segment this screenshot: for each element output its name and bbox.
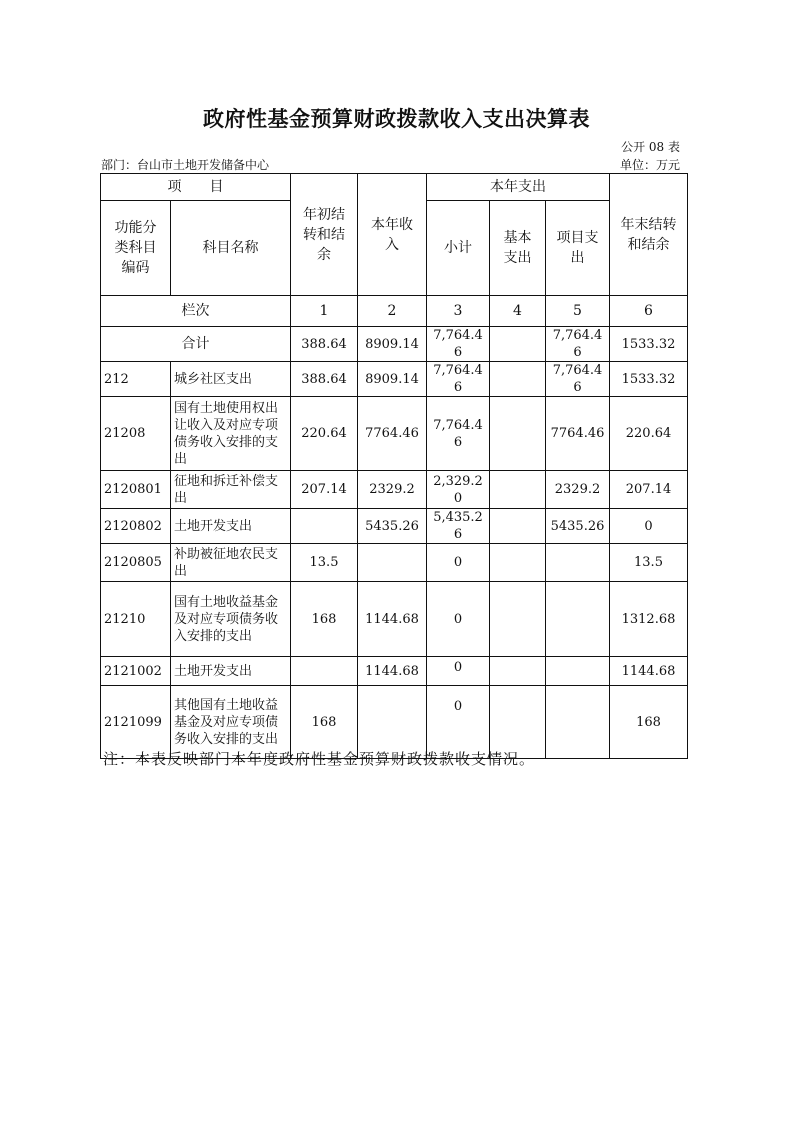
row-code: 21210 bbox=[101, 582, 171, 657]
col-num-6: 6 bbox=[610, 296, 688, 327]
row-project: 5435.26 bbox=[546, 509, 610, 544]
col-num-2: 2 bbox=[358, 296, 427, 327]
row-subtotal: 5,435.26 bbox=[427, 509, 490, 544]
total-project: 7,764.46 bbox=[546, 327, 610, 362]
row-income: 1144.68 bbox=[358, 582, 427, 657]
table-row bbox=[101, 509, 688, 544]
row-end: 1144.68 bbox=[610, 657, 688, 686]
row-begin: 13.5 bbox=[291, 544, 358, 582]
row-code: 212 bbox=[101, 362, 171, 397]
row-income: 5435.26 bbox=[358, 509, 427, 544]
total-income: 8909.14 bbox=[358, 327, 427, 362]
row-name: 国有土地使用权出让收入及对应专项债务收入安排的支出 bbox=[171, 397, 291, 471]
row-name: 补助被征地农民支出 bbox=[171, 544, 291, 582]
row-project: 7764.46 bbox=[546, 397, 610, 471]
col-num-4: 4 bbox=[490, 296, 546, 327]
row-code: 2121002 bbox=[101, 657, 171, 686]
row-project bbox=[546, 686, 610, 759]
col-num-3: 3 bbox=[427, 296, 490, 327]
row-project bbox=[546, 582, 610, 657]
unit-label: 单位：万元 bbox=[619, 158, 680, 172]
row-end: 0 bbox=[610, 509, 688, 544]
header-item: 项 目 bbox=[101, 174, 291, 201]
row-begin: 220.64 bbox=[291, 397, 358, 471]
row-name: 土地开发支出 bbox=[171, 509, 291, 544]
table-row bbox=[101, 582, 688, 657]
total-row bbox=[101, 327, 688, 362]
header-subtotal: 小计 bbox=[427, 201, 490, 296]
total-basic bbox=[490, 327, 546, 362]
row-begin: 168 bbox=[291, 582, 358, 657]
row-basic bbox=[490, 509, 546, 544]
row-basic bbox=[490, 397, 546, 471]
row-begin: 388.64 bbox=[291, 362, 358, 397]
header-project: 项目支出 bbox=[546, 201, 610, 296]
row-end: 1312.68 bbox=[610, 582, 688, 657]
col-num-1: 1 bbox=[291, 296, 358, 327]
row-begin: 168 bbox=[291, 686, 358, 759]
table-row bbox=[101, 397, 688, 471]
row-basic bbox=[490, 657, 546, 686]
header-name: 科目名称 bbox=[171, 201, 291, 296]
row-project bbox=[546, 657, 610, 686]
row-subtotal: 0 bbox=[427, 686, 490, 759]
total-end: 1533.32 bbox=[610, 327, 688, 362]
row-income: 1144.68 bbox=[358, 657, 427, 686]
row-subtotal: 7,764.46 bbox=[427, 397, 490, 471]
row-name: 征地和拆迁补偿支出 bbox=[171, 471, 291, 509]
total-subtotal: 7,764.46 bbox=[427, 327, 490, 362]
row-begin bbox=[291, 509, 358, 544]
row-project bbox=[546, 544, 610, 582]
row-code: 21208 bbox=[101, 397, 171, 471]
row-end: 168 bbox=[610, 686, 688, 759]
row-subtotal: 0 bbox=[427, 544, 490, 582]
row-basic bbox=[490, 582, 546, 657]
row-code: 2120805 bbox=[101, 544, 171, 582]
header-income: 本年收入 bbox=[358, 174, 427, 296]
row-project: 7,764.46 bbox=[546, 362, 610, 397]
row-begin: 207.14 bbox=[291, 471, 358, 509]
row-end: 207.14 bbox=[610, 471, 688, 509]
table-row bbox=[101, 544, 688, 582]
row-income: 8909.14 bbox=[358, 362, 427, 397]
header-expense: 本年支出 bbox=[427, 174, 610, 201]
table-row bbox=[101, 657, 688, 686]
row-name: 其他国有土地收益基金及对应专项债务收入安排的支出 bbox=[171, 686, 291, 759]
row-basic bbox=[490, 471, 546, 509]
header-begin-balance: 年初结转和结余 bbox=[291, 174, 358, 296]
form-number: 公开 08 表 bbox=[621, 140, 680, 154]
header-code: 功能分类科目编码 bbox=[101, 201, 171, 296]
row-subtotal: 7,764.46 bbox=[427, 362, 490, 397]
row-end: 1533.32 bbox=[610, 362, 688, 397]
row-income: 7764.46 bbox=[358, 397, 427, 471]
row-number-label: 栏次 bbox=[101, 296, 291, 327]
row-code: 2121099 bbox=[101, 686, 171, 759]
row-name: 土地开发支出 bbox=[171, 657, 291, 686]
header-end-balance: 年末结转和结余 bbox=[610, 174, 688, 296]
row-subtotal: 2,329.20 bbox=[427, 471, 490, 509]
row-project: 2329.2 bbox=[546, 471, 610, 509]
row-end: 13.5 bbox=[610, 544, 688, 582]
row-basic bbox=[490, 544, 546, 582]
row-code: 2120802 bbox=[101, 509, 171, 544]
row-name: 城乡社区支出 bbox=[171, 362, 291, 397]
page-title: 政府性基金预算财政拨款收入支出决算表 bbox=[203, 106, 590, 131]
budget-table bbox=[100, 173, 688, 759]
row-income bbox=[358, 544, 427, 582]
row-basic bbox=[490, 362, 546, 397]
col-num-5: 5 bbox=[546, 296, 610, 327]
department-label: 部门：台山市土地开发储备中心 bbox=[101, 158, 270, 172]
table-row bbox=[101, 471, 688, 509]
total-label: 合计 bbox=[101, 327, 291, 362]
row-name: 国有土地收益基金及对应专项债务收入安排的支出 bbox=[171, 582, 291, 657]
row-subtotal: 0 bbox=[427, 657, 490, 686]
total-begin: 388.64 bbox=[291, 327, 358, 362]
row-subtotal: 0 bbox=[427, 582, 490, 657]
table-row bbox=[101, 362, 688, 397]
row-code: 2120801 bbox=[101, 471, 171, 509]
footnote: 注：本表反映部门本年度政府性基金预算财政拨款收支情况。 bbox=[103, 750, 536, 768]
header-basic: 基本支出 bbox=[490, 201, 546, 296]
row-begin bbox=[291, 657, 358, 686]
row-end: 220.64 bbox=[610, 397, 688, 471]
row-income: 2329.2 bbox=[358, 471, 427, 509]
